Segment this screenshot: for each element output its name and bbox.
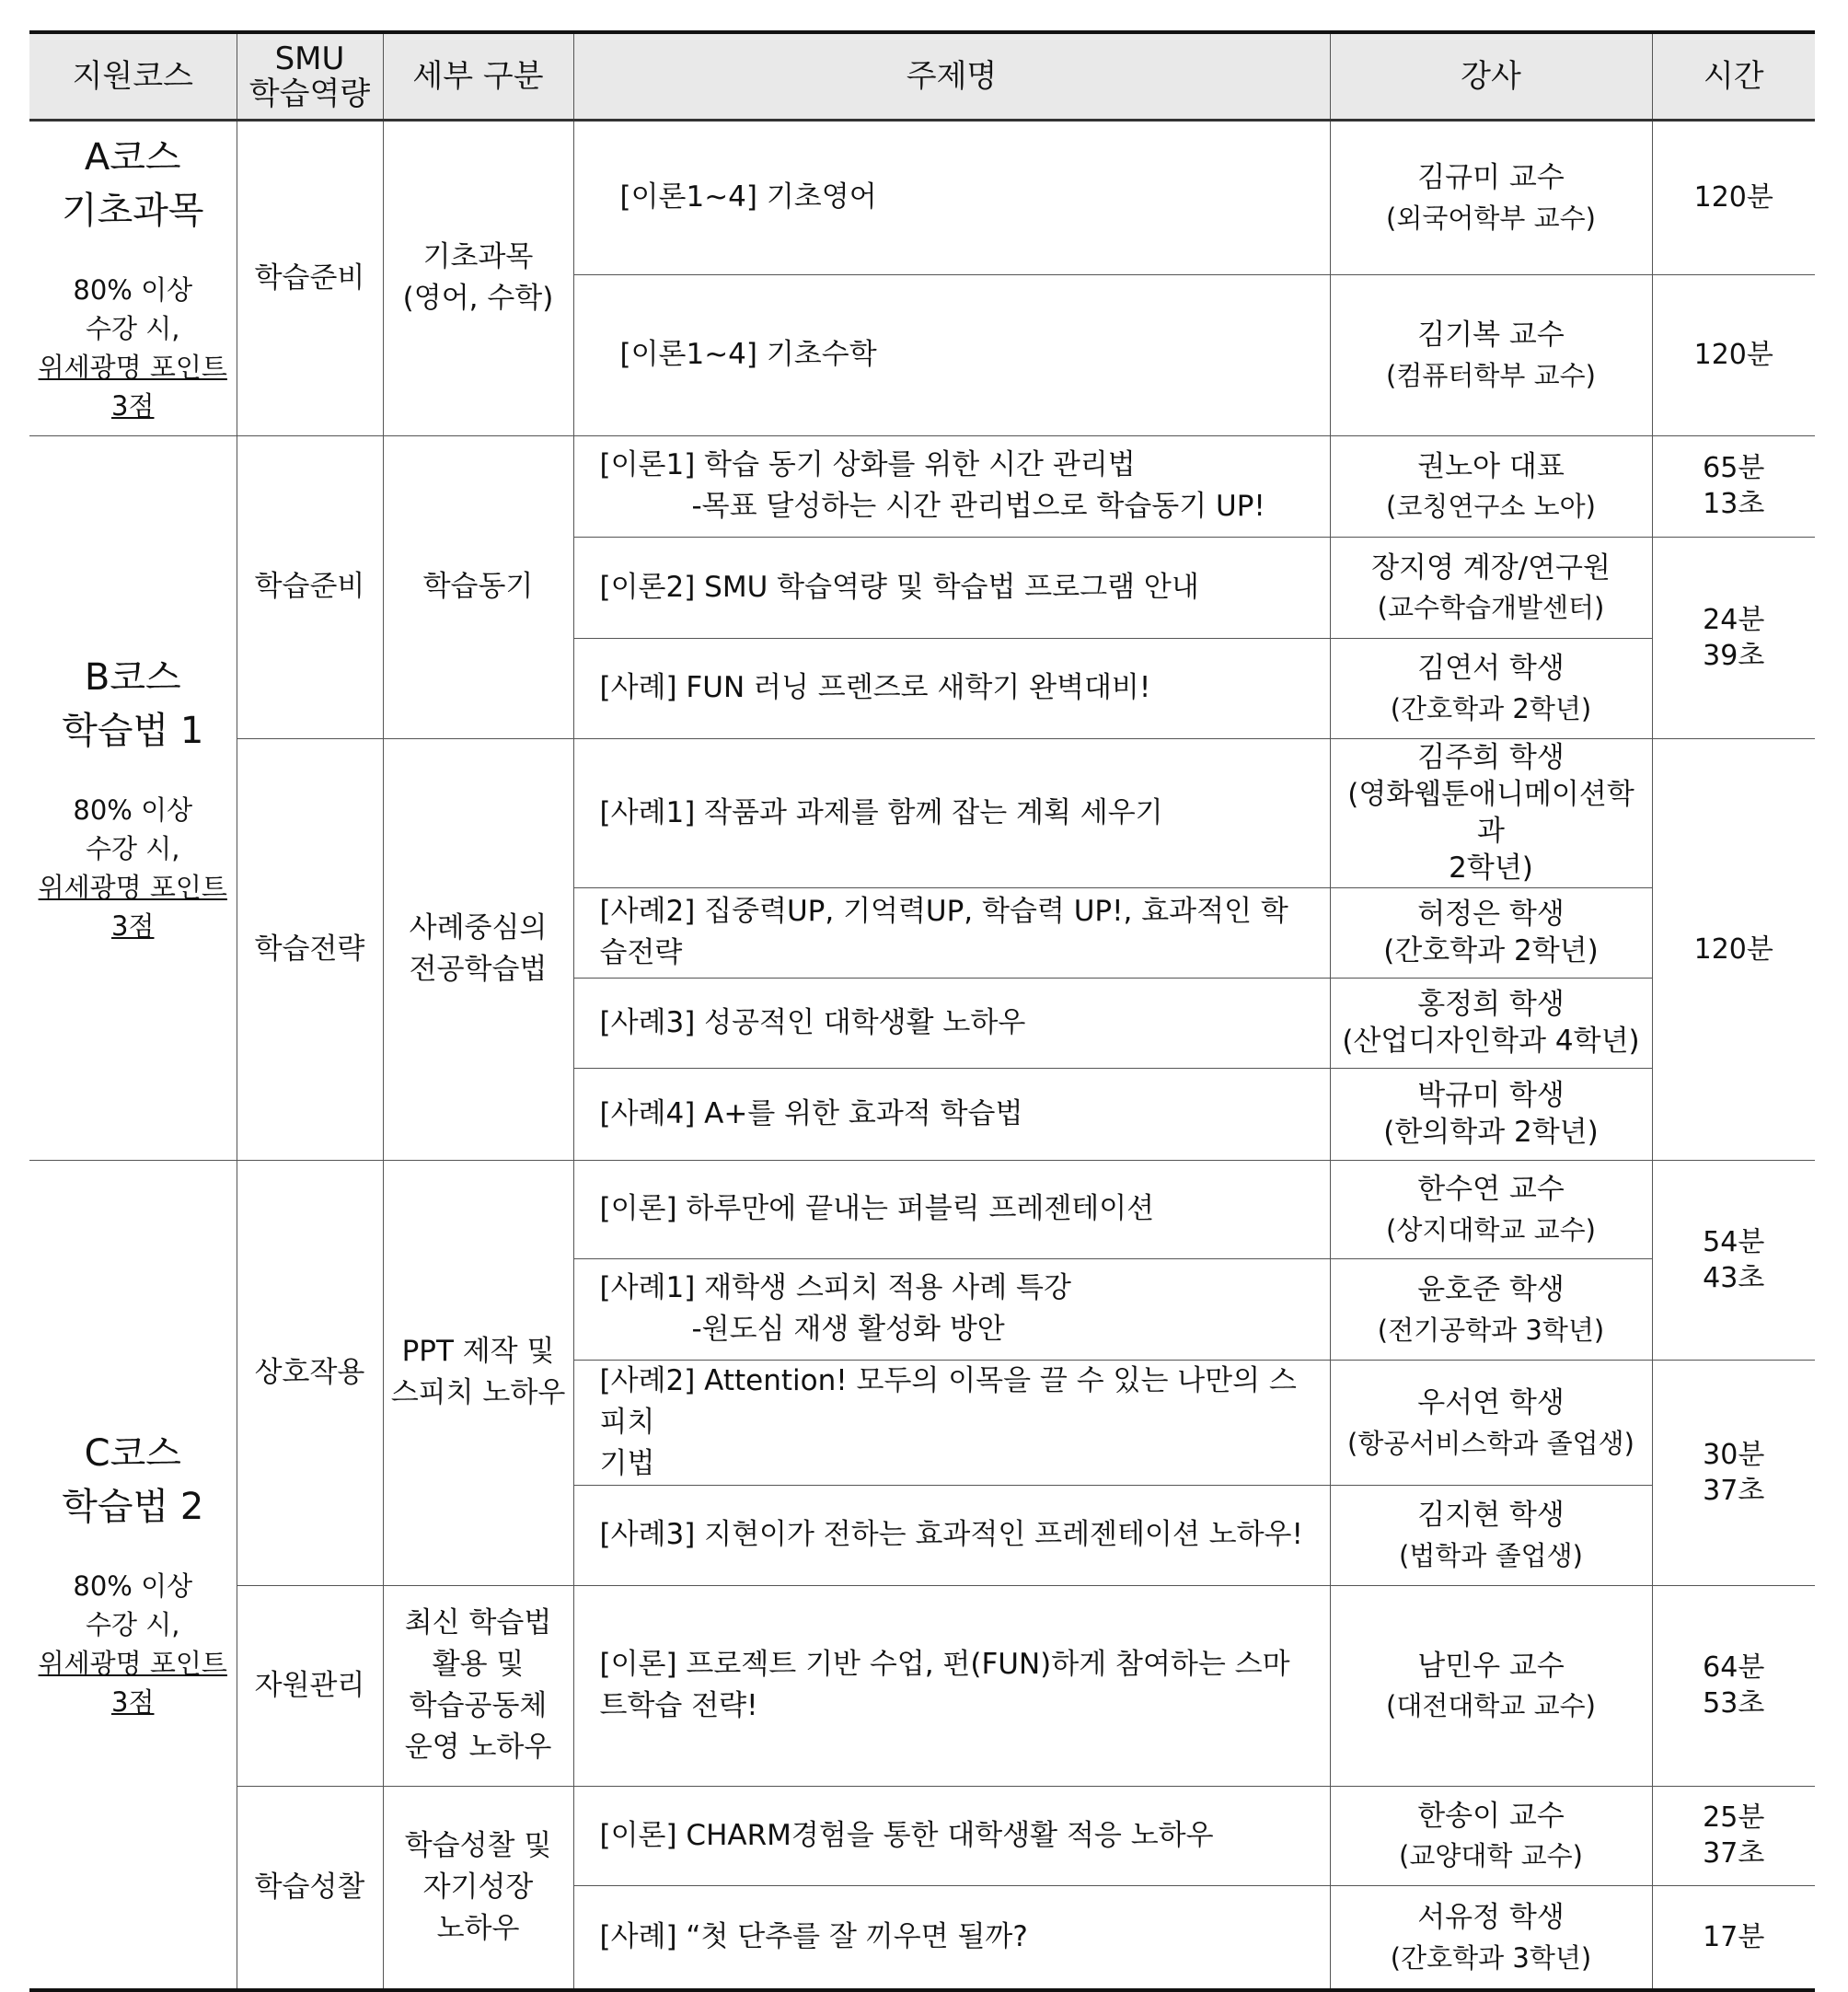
header-competency <box>237 32 383 120</box>
detail-c3 <box>383 1786 573 1990</box>
instructor-name: 권노아 대표 <box>1417 449 1565 483</box>
instructor-org: (산업디자인학과 4학년) <box>1342 1025 1640 1059</box>
detail-c2-line1: 최신 학습법 <box>404 1606 552 1640</box>
topic-line1: [이론1] 학습 동기 상화를 위한 시간 관리법 <box>599 448 1136 482</box>
instructor-org: (한의학과 2학년) <box>1383 1116 1599 1150</box>
course-b-note4: 3점 <box>111 909 155 942</box>
course-a-note <box>35 271 231 425</box>
table-row <box>29 1585 1815 1786</box>
instructor-cell <box>1330 274 1652 435</box>
instructor-cell <box>1330 638 1652 738</box>
course-a-note3: 위세광명 포인트 <box>38 352 227 383</box>
course-b-name: B코스 <box>84 655 181 699</box>
time-line1: 120분 <box>1693 339 1773 371</box>
instructor-org: (교양대학 교수) <box>1399 1840 1583 1872</box>
time-cell <box>1652 537 1815 738</box>
time-line1: 24분 <box>1703 603 1765 636</box>
detail-c3-line2: 자기성장 <box>422 1870 534 1904</box>
header-detail: 세부 구분 <box>383 32 573 120</box>
instructor-cell <box>1330 1485 1652 1585</box>
instructor-cell <box>1330 1885 1652 1990</box>
topic-cell: [사례3] 지현이가 전하는 효과적인 프레젠테이션 노하우! <box>573 1485 1330 1585</box>
instructor-cell <box>1330 1160 1652 1258</box>
time-line1: 64분 <box>1703 1651 1765 1684</box>
time-line2: 37초 <box>1703 1837 1765 1870</box>
header-topic: 주제명 <box>573 32 1330 120</box>
time-cell <box>1652 1585 1815 1786</box>
course-b-cell <box>29 435 237 1160</box>
time-line2: 13초 <box>1703 488 1765 520</box>
detail-c2-line4: 운영 노하우 <box>404 1730 552 1764</box>
course-b-note3: 위세광명 포인트 <box>38 871 227 903</box>
time-line2: 43초 <box>1703 1261 1765 1294</box>
time-cell <box>1652 1360 1815 1585</box>
competency-a1: 학습준비 <box>237 120 383 435</box>
instructor-org: (항공서비스학과 졸업생) <box>1347 1427 1634 1459</box>
detail-a1-line2: (영어, 수학) <box>402 282 554 315</box>
time-line1: 120분 <box>1693 932 1773 966</box>
instructor-org: (대전대학교 교수) <box>1386 1690 1596 1722</box>
header-row <box>29 32 1815 120</box>
course-c-name: C코스 <box>84 1432 181 1476</box>
detail-c2-line3: 학습공동체 <box>409 1689 548 1722</box>
instructor-name: 한수연 교수 <box>1417 1173 1565 1207</box>
time-line1: 25분 <box>1703 1801 1765 1834</box>
topic-cell: [사례1] 작품과 과제를 함께 잡는 계획 세우기 <box>573 738 1330 887</box>
competency-b2: 학습전략 <box>237 738 383 1160</box>
instructor-cell <box>1330 1258 1652 1360</box>
table-row <box>29 738 1815 887</box>
detail-c2-line2: 활용 및 <box>432 1648 525 1682</box>
instructor-name: 우서연 학생 <box>1417 1385 1565 1419</box>
header-instructor: 강사 <box>1330 32 1652 120</box>
time-cell <box>1652 1885 1815 1990</box>
topic-cell: [사례4] A+를 위한 효과적 학습법 <box>573 1068 1330 1160</box>
instructor-cell <box>1330 1585 1652 1786</box>
topic-line1: [사례1] 재학생 스피치 적용 사례 특강 <box>599 1271 1071 1305</box>
time-cell <box>1652 274 1815 435</box>
detail-c3-line1: 학습성찰 및 <box>404 1828 552 1862</box>
instructor-cell <box>1330 738 1652 887</box>
instructor-cell <box>1330 1360 1652 1485</box>
instructor-org: (간호학과 2학년) <box>1390 692 1592 724</box>
instructor-org: (법학과 졸업생) <box>1399 1539 1583 1571</box>
course-a-cell <box>29 120 237 435</box>
detail-b2 <box>383 738 573 1160</box>
detail-a1 <box>383 120 573 435</box>
course-c-note3: 위세광명 포인트 <box>38 1648 227 1680</box>
instructor-org: (간호학과 2학년) <box>1383 934 1599 968</box>
competency-c1: 상호작용 <box>237 1160 383 1585</box>
time-line1: 30분 <box>1703 1438 1765 1471</box>
detail-b1: 학습동기 <box>383 435 573 738</box>
course-c-cell <box>29 1160 237 1990</box>
course-b-note1: 80% 이상 <box>73 793 193 826</box>
instructor-name: 윤호준 학생 <box>1417 1272 1565 1306</box>
instructor-name: 서유정 학생 <box>1417 1900 1565 1934</box>
topic-cell: [이론1~4] 기초수학 <box>573 274 1330 435</box>
competency-b1: 학습준비 <box>237 435 383 738</box>
time-line1: 54분 <box>1703 1225 1765 1258</box>
instructor-name: 김규미 교수 <box>1417 161 1565 194</box>
topic-cell: [사례2] 집중력UP, 기억력UP, 학습력 UP!, 효과적인 학습전략 <box>573 887 1330 978</box>
instructor-name: 홍정희 학생 <box>1417 987 1565 1021</box>
instructor-cell <box>1330 887 1652 978</box>
topic-cell <box>573 1258 1330 1360</box>
topic-cell: [이론1~4] 기초영어 <box>573 120 1330 274</box>
course-b-sub: 학습법 1 <box>62 709 204 752</box>
instructor-cell <box>1330 120 1652 274</box>
table-row <box>29 120 1815 274</box>
course-b-note2: 수강 시, <box>86 832 180 864</box>
instructor-name: 김주희 학생 <box>1417 740 1565 774</box>
header-course: 지원코스 <box>29 32 237 120</box>
instructor-cell <box>1330 1068 1652 1160</box>
instructor-name: 박규미 학생 <box>1417 1078 1565 1112</box>
detail-c1 <box>383 1160 573 1585</box>
course-a-name: A코스 <box>84 135 181 179</box>
instructor-name: 한송이 교수 <box>1417 1799 1565 1833</box>
topic-line2: -목표 달성하는 시간 관리법으로 학습동기 UP! <box>691 490 1265 523</box>
table-row <box>29 1160 1815 1258</box>
time-line1: 65분 <box>1703 452 1765 484</box>
instructor-org: (컴퓨터학부 교수) <box>1386 359 1596 391</box>
instructor-org-line2: 2학년) <box>1449 851 1533 886</box>
instructor-org: (상지대학교 교수) <box>1386 1214 1596 1246</box>
topic-line1: [사례2] Attention! 모두의 이목을 끌 수 있는 나만의 스피치 <box>599 1363 1297 1439</box>
detail-c1-line2: 스피치 노하우 <box>390 1376 566 1410</box>
topic-cell: [이론] 하루만에 끝내는 퍼블릭 프레젠테이션 <box>573 1160 1330 1258</box>
topic-cell <box>573 435 1330 537</box>
instructor-org: (영화웹툰애니메이션학과 <box>1347 777 1634 849</box>
time-cell <box>1652 738 1815 1160</box>
course-c-note <box>35 1567 231 1721</box>
course-a-note2: 수강 시, <box>86 312 180 344</box>
detail-c1-line1: PPT 제작 및 <box>401 1335 555 1369</box>
topic-line2: 기법 <box>599 1446 655 1480</box>
instructor-name: 김연서 학생 <box>1417 652 1565 685</box>
instructor-cell <box>1330 1786 1652 1885</box>
detail-b2-line2: 전공학습법 <box>409 953 548 987</box>
topic-cell: [사례] FUN 러닝 프렌즈로 새학기 완벽대비! <box>573 638 1330 738</box>
time-cell <box>1652 435 1815 537</box>
topic-cell <box>573 1360 1330 1485</box>
topic-cell: [사례3] 성공적인 대학생활 노하우 <box>573 978 1330 1068</box>
detail-b2-line1: 사례중심의 <box>409 911 548 945</box>
table-row <box>29 435 1815 537</box>
topic-line2: -원도심 재생 활성화 방안 <box>691 1313 1005 1347</box>
time-line2: 37초 <box>1703 1474 1765 1507</box>
instructor-name: 장지영 계장/연구원 <box>1371 550 1611 585</box>
time-line1: 120분 <box>1693 181 1773 214</box>
instructor-org: (교수학습개발센터) <box>1377 592 1605 624</box>
instructor-org: (외국어학부 교수) <box>1386 202 1596 234</box>
time-cell <box>1652 1786 1815 1885</box>
instructor-name: 남민우 교수 <box>1417 1649 1565 1683</box>
instructor-cell <box>1330 435 1652 537</box>
time-cell <box>1652 1160 1815 1360</box>
topic-cell: [이론2] SMU 학습역량 및 학습법 프로그램 안내 <box>573 537 1330 638</box>
instructor-name: 허정은 학생 <box>1417 897 1565 931</box>
instructor-org: (전기공학과 3학년) <box>1377 1314 1605 1346</box>
competency-c2: 자원관리 <box>237 1585 383 1786</box>
time-cell <box>1652 120 1815 274</box>
detail-c3-line3: 노하우 <box>436 1911 520 1945</box>
instructor-cell <box>1330 537 1652 638</box>
course-a-sub: 기초과목 <box>61 189 204 232</box>
course-c-note2: 수강 시, <box>86 1609 180 1641</box>
table-row <box>29 1786 1815 1885</box>
instructor-cell <box>1330 978 1652 1068</box>
header-time: 시간 <box>1652 32 1815 120</box>
course-a-note4: 3점 <box>111 390 155 423</box>
instructor-org: (코칭연구소 노아) <box>1386 491 1596 523</box>
time-line2: 39초 <box>1703 639 1765 672</box>
detail-a1-line1: 기초과목 <box>422 240 534 274</box>
header-competency-line1: SMU <box>274 40 345 77</box>
header-competency-line2: 학습역량 <box>248 75 371 112</box>
time-line1: 17분 <box>1703 1920 1765 1953</box>
course-b-note <box>35 791 231 945</box>
course-c-note1: 80% 이상 <box>73 1570 193 1603</box>
topic-cell: [이론] CHARM경험을 통한 대학생활 적응 노하우 <box>573 1786 1330 1885</box>
detail-c2 <box>383 1585 573 1786</box>
course-c-sub: 학습법 2 <box>62 1486 204 1529</box>
instructor-org: (간호학과 3학년) <box>1390 1941 1592 1974</box>
instructor-name: 김기복 교수 <box>1417 318 1565 352</box>
course-c-note4: 3점 <box>111 1686 155 1719</box>
time-line2: 53초 <box>1703 1687 1765 1720</box>
competency-c3: 학습성찰 <box>237 1786 383 1990</box>
topic-cell: [이론] 프로젝트 기반 수업, 펀(FUN)하게 참여하는 스마트학습 전략! <box>573 1585 1330 1786</box>
instructor-name: 김지현 학생 <box>1417 1499 1565 1532</box>
course-a-note1: 80% 이상 <box>73 273 193 306</box>
course-schedule-table <box>29 30 1815 1992</box>
topic-cell: [사례] “첫 단추를 잘 끼우면 될까? <box>573 1885 1330 1990</box>
